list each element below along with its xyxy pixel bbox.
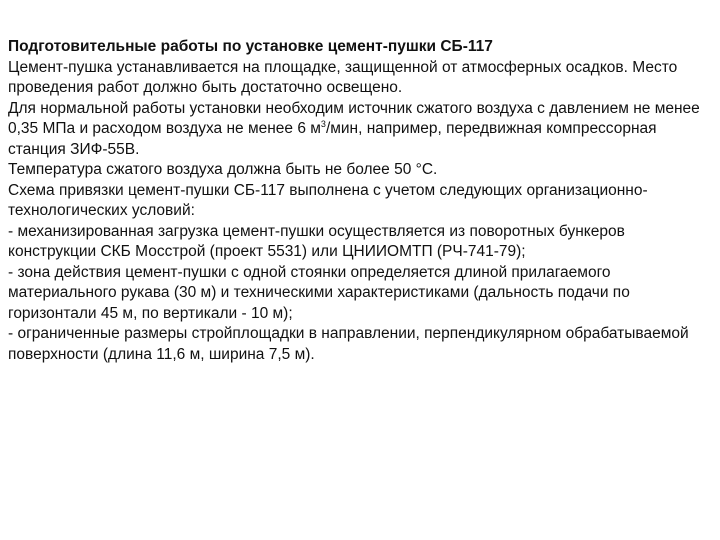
paragraph-air-temperature: Температура сжатого воздуха должна быть не более 50 °С. [8,161,438,178]
text-body [8,37,712,365]
list-item-loading: - механизированная загрузка цемент-пушки осуществляется из поворотных бункеров конструкции СКБ Мосстрой (проект 5531) или ЦНИИОМТП (РЧ-741-79); [8,222,625,260]
cubic-superscript: 3 [320,118,326,129]
paragraph-site-requirements: Цемент-пушка устанавливается на площадке, защищенной от атмосферных осадков. Место проведения работ должно быть достаточно освещено. [8,58,678,96]
list-item-site-dimensions: - ограниченные размеры стройплощадки в направлении, перпендикулярном обрабатываемой поверхности (длина 11,6 м, ширина 7,5 м). [8,325,689,363]
air-supply-text-end: /мин, например, передвижная компрессорная станция ЗИФ-55В. [8,120,657,158]
document-title: Подготовительные работы по установке цемент-пушки СБ-117 [8,38,493,55]
list-item-operating-zone: - зона действия цемент-пушки с одной стоянки определяется длиной прилагаемого материального рукава (30 м) и техническими характеристиками (дальность подачи по горизонтали 45 м, по вертикали - 10 м); [8,263,630,322]
paragraph-air-supply [8,99,712,161]
air-supply-text: Для нормальной работы установки необходим источник сжатого воздуха с давлением не менее 0,35 МПа и расходом воздуха не менее 6 м [8,99,700,137]
paragraph-scheme-intro: Схема привязки цемент-пушки СБ-117 выполнена с учетом следующих организационно-технологических условий: [8,181,648,219]
